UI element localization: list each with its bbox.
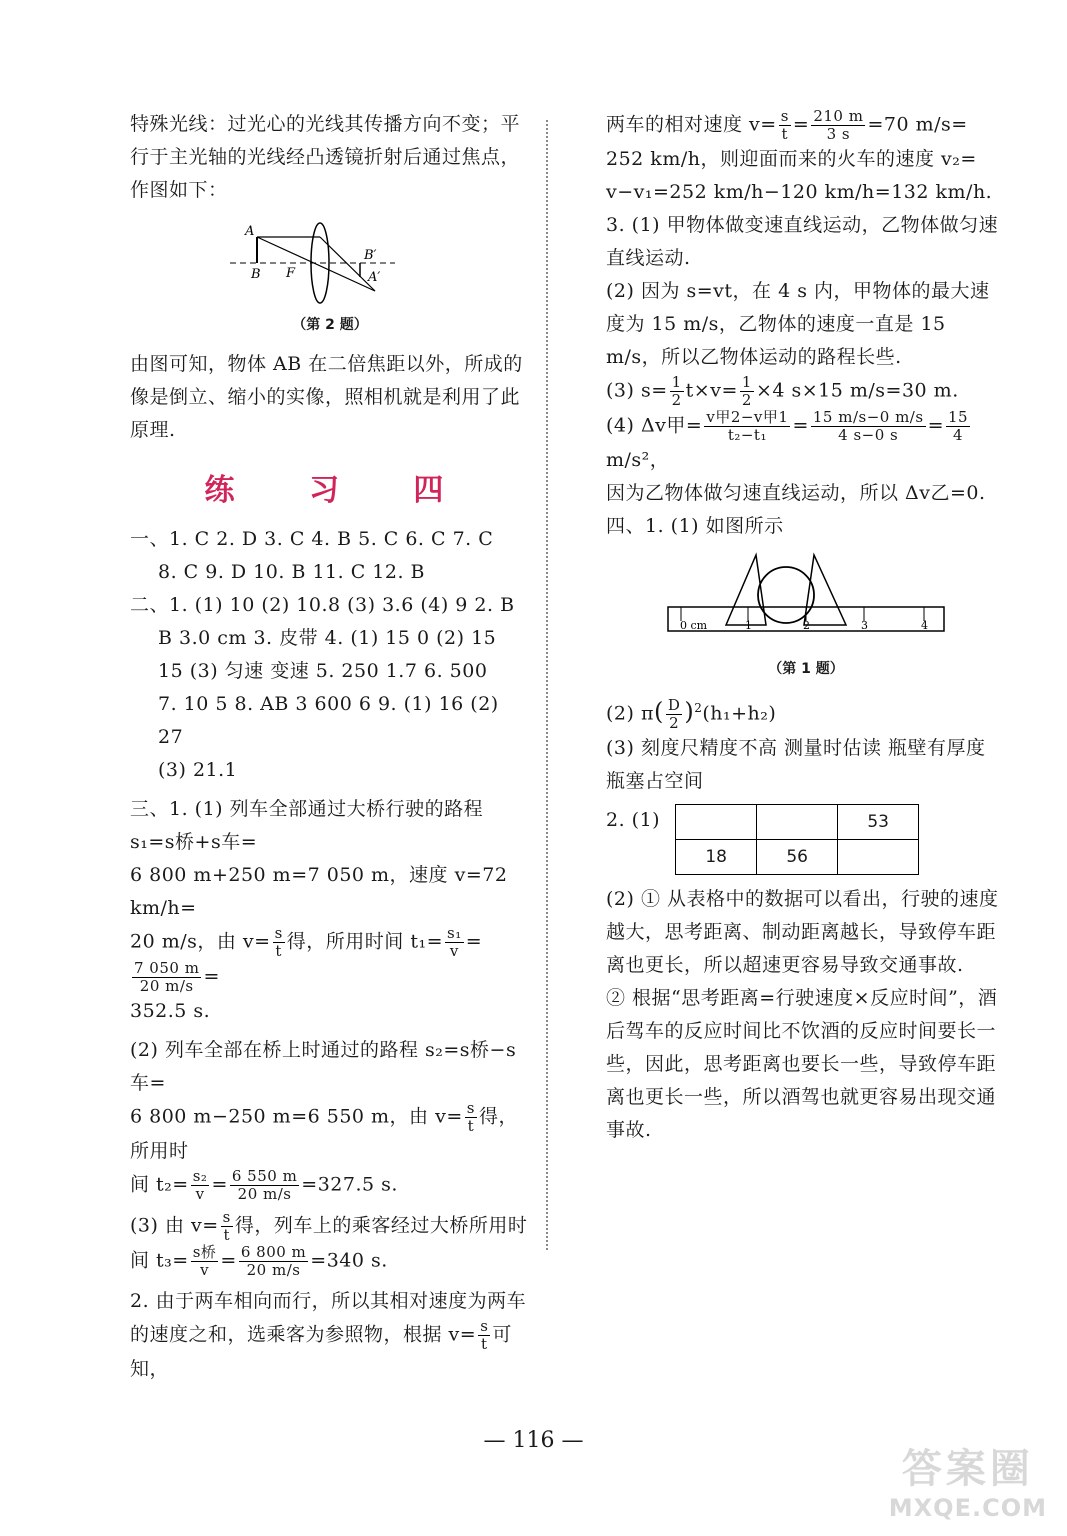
ruler-label: 1 <box>745 619 752 632</box>
answer-line: 三、1. (1) 列车全部通过大桥行驶的路程 s₁=s桥+s车= <box>130 798 484 853</box>
figure-caption: （第 2 题） <box>292 317 368 333</box>
table-cell <box>757 804 838 839</box>
table-row <box>676 839 919 874</box>
label-a-prime: A′ <box>368 270 381 285</box>
answer-line: 两车的相对速度 v= $\frac{s}{t}$ = $\frac{210 m}{3 s}$ =70 m/s= <box>606 107 968 143</box>
ruler-label: 4 <box>921 619 928 632</box>
answer-line: (2) 列车全部在桥上时通过的路程 s₂=s桥−s车= <box>130 1039 517 1094</box>
fraction: $\frac{s}{t}$ <box>274 924 283 960</box>
section-heading: 练 习 四 <box>204 473 476 508</box>
answer-line: (3) 刻度尺精度不高 测量时估读 瓶壁有厚度 瓶塞占空间 <box>606 736 986 792</box>
fraction: $\frac{D}{2}$ <box>667 695 681 732</box>
fraction: $\frac{\text{s₁}}{v}$ <box>447 924 462 960</box>
fraction: $\frac{1}{2}$ <box>741 373 752 409</box>
answer-line: (2) π( $\frac{D}{2}$ )$^2$(h₁+h₂) <box>606 695 777 732</box>
fraction: $\frac{s}{t}$ <box>780 107 789 143</box>
fraction: $\frac{\text{s₂}}{v}$ <box>192 1167 208 1203</box>
answer-line: (2) 因为 s=vt，在 4 s 内，甲物体的最大速度为 15 m/s，乙物体的速度一直是 15 m/s，所以乙物体运动的路程长些. <box>606 280 990 368</box>
answer-line: 352.5 s. <box>130 1000 211 1022</box>
table-cell <box>838 839 919 874</box>
answer-line: (3) 由 v= $\frac{s}{t}$ 得，列车上的乘客经过大桥所用时 <box>130 1208 528 1244</box>
data-table <box>675 804 919 875</box>
lens-conclusion: 由图可知，物体 AB 在二倍焦距以外，所成的像是倒立、缩小的实像，照相机就是利用了此原理. <box>130 353 523 441</box>
answer-line: 6 800 m−250 m=6 550 m，由 v= $\frac{s}{t}$ 得，所用时 <box>130 1099 518 1162</box>
fraction: $\frac{s}{t}$ <box>466 1099 475 1135</box>
ruler-label: 3 <box>861 619 868 632</box>
fraction: $\frac{s}{t}$ <box>222 1208 231 1244</box>
answer-line: 的速度之和，选乘客为参照物，根据 v= $\frac{s}{t}$ 可知， <box>130 1317 512 1380</box>
fraction: $\frac{15}{4}$ <box>947 408 969 444</box>
answer-line: 2. 由于两车相向而行，所以其相对速度为两车 <box>130 1290 527 1312</box>
label-f: F <box>286 266 296 281</box>
left-column <box>130 108 530 1386</box>
label-b-prime: B′ <box>364 248 377 263</box>
answer-line: B 3.0 cm 3. 皮带 4. (1) 15 0 (2) 15 <box>158 627 497 649</box>
answer-line: 20 m/s，由 v= $\frac{s}{t}$ 得，所用时间 t₁= $\frac{\text{s₁}}{v}$ = $\frac{7 050 m}{20 m/s}$ = <box>130 924 483 995</box>
page-number: — 116 — <box>483 1428 584 1453</box>
lens-description: 特殊光线：过光心的光线其传播方向不变；平行于主光轴的光线经凸透镜折射后通过焦点，作图如下： <box>130 113 521 201</box>
table-cell: 56 <box>757 839 838 874</box>
answer-line: (3) s= $\frac{1}{2}$ t×v= $\frac{1}{2}$ ×4 s×15 m/s=30 m. <box>606 373 959 409</box>
label-a: A <box>245 224 255 239</box>
table-label: 2. (1) <box>606 808 661 831</box>
answer-line: 四、1. (1) 如图所示 <box>606 515 784 537</box>
lens-ray-diagram <box>130 215 530 310</box>
right-column <box>606 108 1006 1147</box>
answer-line: 6 800 m+250 m=7 050 m，速度 v=72 km/h= <box>130 864 508 919</box>
ruler-label: 2 <box>803 619 810 632</box>
label-b: B <box>251 267 261 282</box>
answer-line: (2) ① 从表格中的数据可以看出，行驶的速度越大，思考距离、制动距离越长，导致停车距离也更长，所以超速更容易导致交通事故. <box>606 887 999 976</box>
table-cell: 18 <box>676 839 757 874</box>
answer-line: 3. (1) 甲物体做变速直线运动，乙物体做匀速直线运动. <box>606 214 999 269</box>
ruler-label: 0 cm <box>680 619 708 632</box>
watermark-logo: 答案圈 MXQE.COM <box>888 1446 1047 1522</box>
answer-line: 间 t₃= $\frac{\text{s桥}}{v}$ = $\frac{6 800 m}{20 m/s}$ =340 s. <box>130 1243 388 1279</box>
column-divider <box>546 120 548 1250</box>
fraction: $\frac{210 m}{3 s}$ <box>813 107 864 143</box>
answer-line: 7. 10 5 8. AB 3 600 6 9. (1) 16 (2) 27 <box>158 693 499 748</box>
fraction: $\frac{6 800 m}{20 m/s}$ <box>240 1243 307 1279</box>
answer-line: 8. C 9. D 10. B 11. C 12. B <box>158 561 425 583</box>
table-cell: 53 <box>838 804 919 839</box>
answer-line: 因为乙物体做匀速直线运动，所以 Δv乙=0. <box>606 482 986 504</box>
table-row-wrapper <box>606 804 1006 875</box>
ruler-diagram <box>606 549 1006 654</box>
fraction: $\frac{\text{s桥}}{v}$ <box>192 1243 217 1279</box>
answer-line: 15 (3) 匀速 变速 5. 250 1.7 6. 500 <box>158 660 488 682</box>
fraction: $\frac{1}{2}$ <box>671 373 682 409</box>
answer-line: (4) Δv甲= $\frac{\text{v甲2−v甲1}}{\text{t₂−t₁}}$ = $\frac{15 m/s-0 m/s}{4 s-0 s}$ = $\frac{15}{4}$ m/s²， <box>606 408 969 471</box>
fraction: $\frac{6 550 m}{20 m/s}$ <box>231 1167 298 1203</box>
answer-line: (3) 21.1 <box>158 759 238 781</box>
fraction: $\frac{\text{v甲2−v甲1}}{\text{t₂−t₁}}$ <box>706 408 789 444</box>
answer-line: 一、1. C 2. D 3. C 4. B 5. C 6. C 7. C <box>130 528 494 550</box>
answer-line: 间 t₂= $\frac{\text{s₂}}{v}$ = $\frac{6 550 m}{20 m/s}$ =327.5 s. <box>130 1167 398 1203</box>
fraction: $\frac{s}{t}$ <box>480 1317 489 1353</box>
answer-line: 252 km/h，则迎面而来的火车的速度 v₂= <box>606 148 977 170</box>
answer-line: ② 根据“思考距离=行驶速度×反应时间”，酒后驾车的反应时间比不饮酒的反应时间要长一些，因此，思考距离也要长一些，导致停车距离也更长一些，所以酒驾也就更容易出现交通事故. <box>606 986 998 1141</box>
figure-caption: （第 1 题） <box>768 661 844 677</box>
answer-line: v−v₁=252 km/h−120 km/h=132 km/h. <box>606 181 993 203</box>
fraction: $\frac{15 m/s-0 m/s}{4 s-0 s}$ <box>812 408 924 444</box>
table-row <box>676 804 919 839</box>
fraction: $\frac{7 050 m}{20 m/s}$ <box>134 959 200 995</box>
answer-line: 二、1. (1) 10 (2) 10.8 (3) 3.6 (4) 9 2. B <box>130 594 515 616</box>
table-cell <box>676 804 757 839</box>
